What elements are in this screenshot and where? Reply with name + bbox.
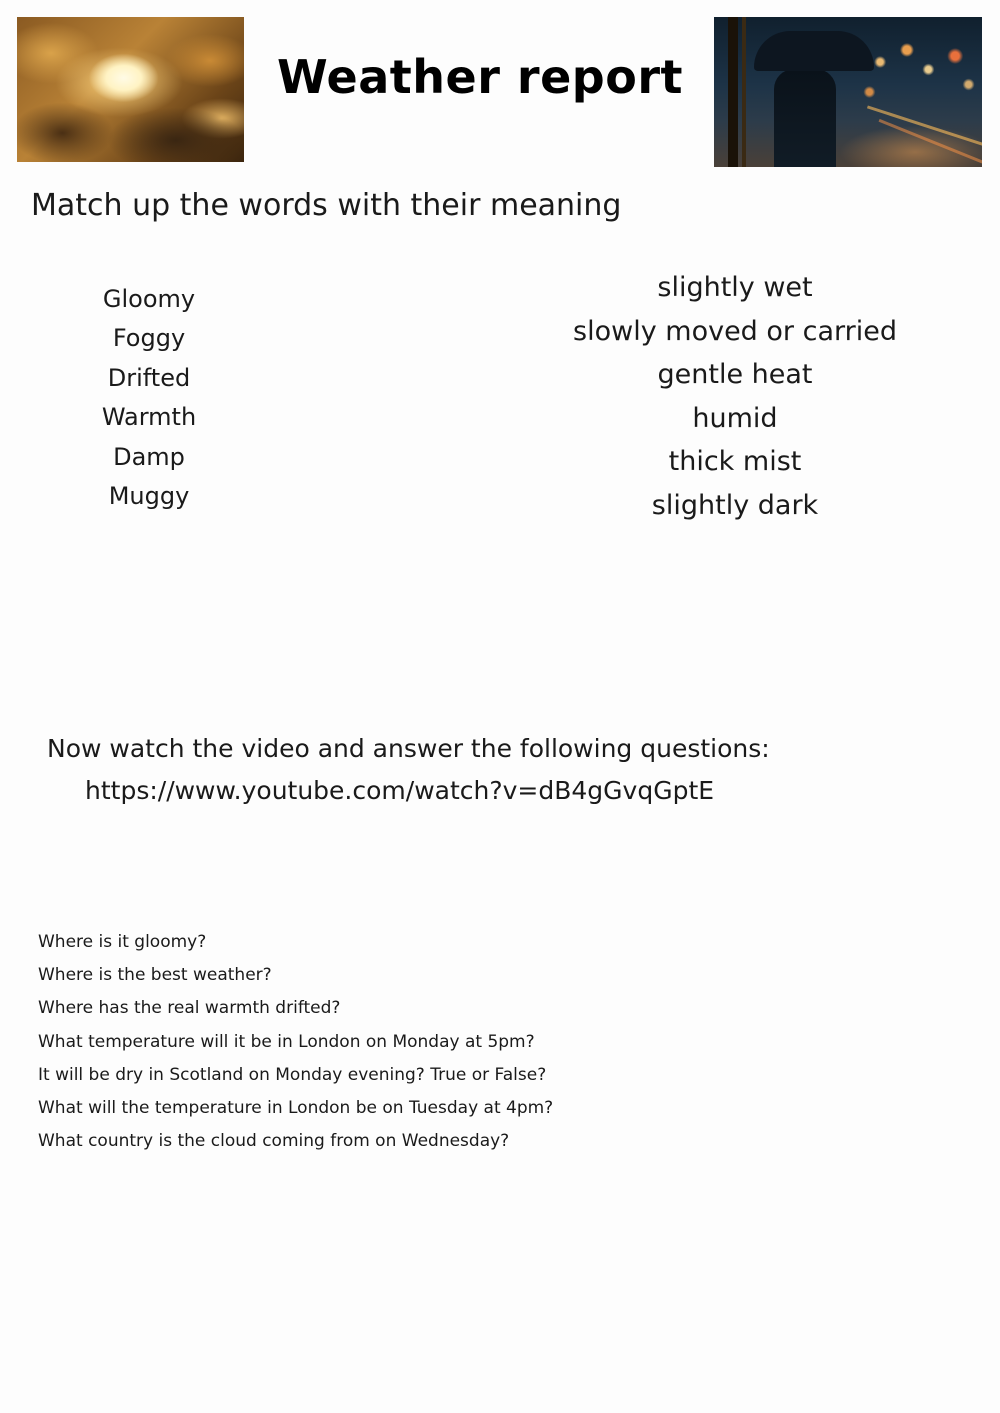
word-item[interactable]: Muggy: [108, 481, 190, 510]
word-item[interactable]: Damp: [113, 442, 185, 471]
word-list: [60, 282, 238, 518]
meaning-item[interactable]: slightly wet: [657, 272, 813, 303]
word-item[interactable]: Foggy: [112, 324, 186, 353]
question-item: Where is it gloomy?: [38, 932, 207, 952]
video-instruction: Now watch the video and answer the following questions:: [47, 734, 770, 763]
street-pole-shape: [742, 17, 746, 167]
word-item[interactable]: Drifted: [107, 363, 191, 392]
word-item[interactable]: Gloomy: [102, 285, 196, 313]
question-item: What will the temperature in London be on Tuesday at 4pm?: [38, 1097, 554, 1118]
meaning-list: [545, 268, 925, 530]
question-item: Where is the best weather?: [38, 965, 272, 986]
light-reflection-shape: [867, 105, 982, 151]
person-silhouette: [774, 69, 836, 167]
rainy-street-image: [714, 17, 982, 167]
umbrella-icon: [754, 31, 874, 71]
question-item: What temperature will it be in London on Monday at 5pm?: [38, 1031, 535, 1052]
video-url-link[interactable]: https://www.youtube.com/watch?v=dB4gGvqGptE: [85, 776, 715, 805]
question-list: [38, 928, 738, 1160]
meaning-item[interactable]: slowly moved or carried: [573, 315, 897, 347]
street-pole-shape: [728, 17, 738, 167]
meaning-item[interactable]: thick mist: [668, 446, 802, 478]
sky-clouds-image: [17, 17, 244, 162]
meaning-item[interactable]: gentle heat: [657, 359, 813, 391]
question-item: It will be dry in Scotland on Monday evening? True or False?: [38, 1064, 547, 1085]
page-title: Weather report: [276, 50, 684, 104]
question-item: Where has the real warmth drifted?: [38, 998, 341, 1019]
matching-instruction: Match up the words with their meaning: [31, 188, 622, 223]
meaning-item[interactable]: humid: [692, 402, 778, 434]
question-item: What country is the cloud coming from on Wednesday?: [38, 1131, 510, 1152]
word-item[interactable]: Warmth: [101, 403, 197, 432]
meaning-item[interactable]: slightly dark: [651, 489, 819, 521]
